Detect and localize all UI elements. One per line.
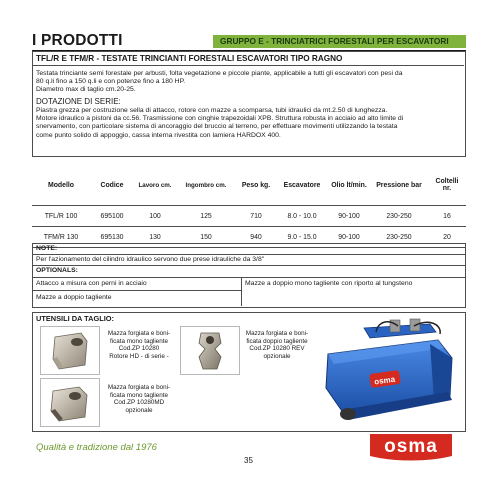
series-description bbox=[36, 107, 462, 140]
table-cell: 16 bbox=[428, 206, 466, 227]
series-line: come punto solido di appoggio, cassa interna rivestita con lamiera HARDOX 400. bbox=[36, 131, 281, 139]
product-title: TFL/R E TFM/R - TESTATE TRINCIANTI FORESTALI ESCAVATORI TIPO RAGNO bbox=[36, 54, 343, 63]
osma-logo-icon bbox=[368, 432, 454, 462]
tool-image-2 bbox=[180, 326, 240, 375]
series-line: snervamento, con particolare sistema di ancoraggio del bruccio al terreno, per effettuare movimenti utilizzando la testata bbox=[36, 123, 398, 131]
tool-image-1 bbox=[40, 326, 100, 375]
table-row bbox=[32, 206, 466, 227]
tungsten-blade-icon bbox=[41, 379, 99, 426]
caption-line: Cod.ZP 10280MD bbox=[113, 399, 165, 407]
tool-caption-2 bbox=[242, 330, 312, 360]
table-cell: 230-250 bbox=[370, 206, 428, 227]
note-label: NOTE: bbox=[36, 245, 58, 252]
footer-tagline: Qualità e tradizione dal 1976 bbox=[36, 442, 157, 453]
caption-line: Rotore HD - di serie - bbox=[109, 352, 169, 360]
spec-table bbox=[32, 165, 466, 248]
table-cell: 230-250 bbox=[370, 227, 428, 248]
caption-line: ficata mono tagliente bbox=[109, 391, 169, 399]
page-number: 35 bbox=[244, 456, 253, 465]
note-text: Per l'azionamento del cilindro idraulico servono due prese idrauliche da 3/8" bbox=[36, 256, 265, 263]
machine-image bbox=[318, 318, 460, 426]
table-cell: 8.0 - 10.0 bbox=[276, 206, 328, 227]
table-cell: TFM/R 130 bbox=[32, 227, 90, 248]
col-header: Lavoro cm. bbox=[134, 165, 176, 206]
col-header: Modello bbox=[32, 165, 90, 206]
brand-logo bbox=[368, 432, 454, 462]
group-title: GRUPPO E - TRINCIATRICI FORESTALI PER ESCAVATORI bbox=[220, 36, 449, 46]
hammer-blade-icon bbox=[41, 327, 99, 374]
tool-caption-3 bbox=[104, 384, 174, 414]
optional-item: Mazze a doppio tagliente bbox=[36, 294, 112, 301]
divider bbox=[32, 254, 466, 255]
caption-line: Cod.ZP 10280 REV bbox=[249, 345, 305, 353]
caption-line: opzionale bbox=[263, 352, 291, 360]
table-cell: 100 bbox=[134, 206, 176, 227]
col-header: Olio lt/min. bbox=[328, 165, 370, 206]
tool-caption-1 bbox=[104, 330, 174, 360]
intro-line: Diametro max di taglio cm.20-25. bbox=[36, 86, 136, 94]
table-cell: 150 bbox=[176, 227, 236, 248]
caption-line: opzionale bbox=[125, 406, 153, 414]
optional-item: Attacco a misura con perni in acciaio bbox=[36, 280, 147, 287]
col-header: Ingombro cm. bbox=[176, 165, 236, 206]
table-cell: TFL/R 100 bbox=[32, 206, 90, 227]
caption-line: Mazza forgiata e boni- bbox=[107, 384, 171, 391]
col-header: Escavatore bbox=[276, 165, 328, 206]
caption-line: Mazza forgiata e boni- bbox=[107, 330, 171, 337]
divider bbox=[241, 277, 242, 306]
divider bbox=[32, 277, 466, 278]
table-cell: 710 bbox=[236, 206, 276, 227]
table-cell: 90-100 bbox=[328, 206, 370, 227]
table-cell: 695130 bbox=[90, 227, 134, 248]
optionals-label: OPTIONALS: bbox=[36, 267, 78, 274]
caption-line: Mazza forgiata e boni- bbox=[245, 330, 309, 337]
table-header-row bbox=[32, 165, 466, 206]
intro-line: Testata trinciante semi forestale per arbusti, folta vegetazione e piccole piante, applicabile a tutti gli escavatori con pesi da bbox=[36, 70, 403, 77]
table-cell: 125 bbox=[176, 206, 236, 227]
series-label: DOTAZIONE DI SERIE: bbox=[36, 97, 121, 106]
page-title: I PRODOTTI bbox=[32, 32, 123, 49]
series-line: Motore idraulico a pistoni da cc.56. Trasmissione con cinghie trapezoidali XPB. Struttura robusta in acciaio ad alto limite di bbox=[36, 115, 404, 123]
caption-line: ficata doppio tagliente bbox=[246, 337, 308, 345]
table-cell: 695100 bbox=[90, 206, 134, 227]
col-header: Coltelli nr. bbox=[428, 165, 466, 206]
col-header: Peso kg. bbox=[236, 165, 276, 206]
table-cell: 130 bbox=[134, 227, 176, 248]
divider bbox=[32, 290, 241, 291]
col-header: Pressione bar bbox=[370, 165, 428, 206]
intro-line: 80 q.li fino a 150 q.li e con potenze fino a 180 HP. bbox=[36, 78, 186, 86]
tool-image-3 bbox=[40, 378, 100, 427]
caption-line: ficata mono tagliente bbox=[109, 337, 169, 345]
table-cell: 20 bbox=[428, 227, 466, 248]
forestry-mulcher-icon bbox=[318, 318, 460, 426]
table-cell: 940 bbox=[236, 227, 276, 248]
series-line: Piastra grezza per costruzione sella di attacco, rotore con mazze a scomparsa, tubi idraulici da mt.2.50 di lunghezza. bbox=[36, 107, 388, 114]
divider bbox=[32, 265, 466, 266]
col-header: Codice bbox=[90, 165, 134, 206]
svg-text:osma: osma bbox=[373, 374, 396, 387]
tools-label: UTENSILI DA TAGLIO: bbox=[36, 314, 115, 323]
svg-text:osma: osma bbox=[384, 436, 438, 457]
caption-line: Cod.ZP 10280 bbox=[118, 345, 160, 353]
table-cell: 90-100 bbox=[328, 227, 370, 248]
table-cell: 9.0 - 15.0 bbox=[276, 227, 328, 248]
product-intro bbox=[36, 70, 462, 95]
double-blade-icon bbox=[181, 327, 239, 374]
optional-item: Mazze a doppio mono tagliente con riporto al tungsteno bbox=[245, 280, 413, 287]
